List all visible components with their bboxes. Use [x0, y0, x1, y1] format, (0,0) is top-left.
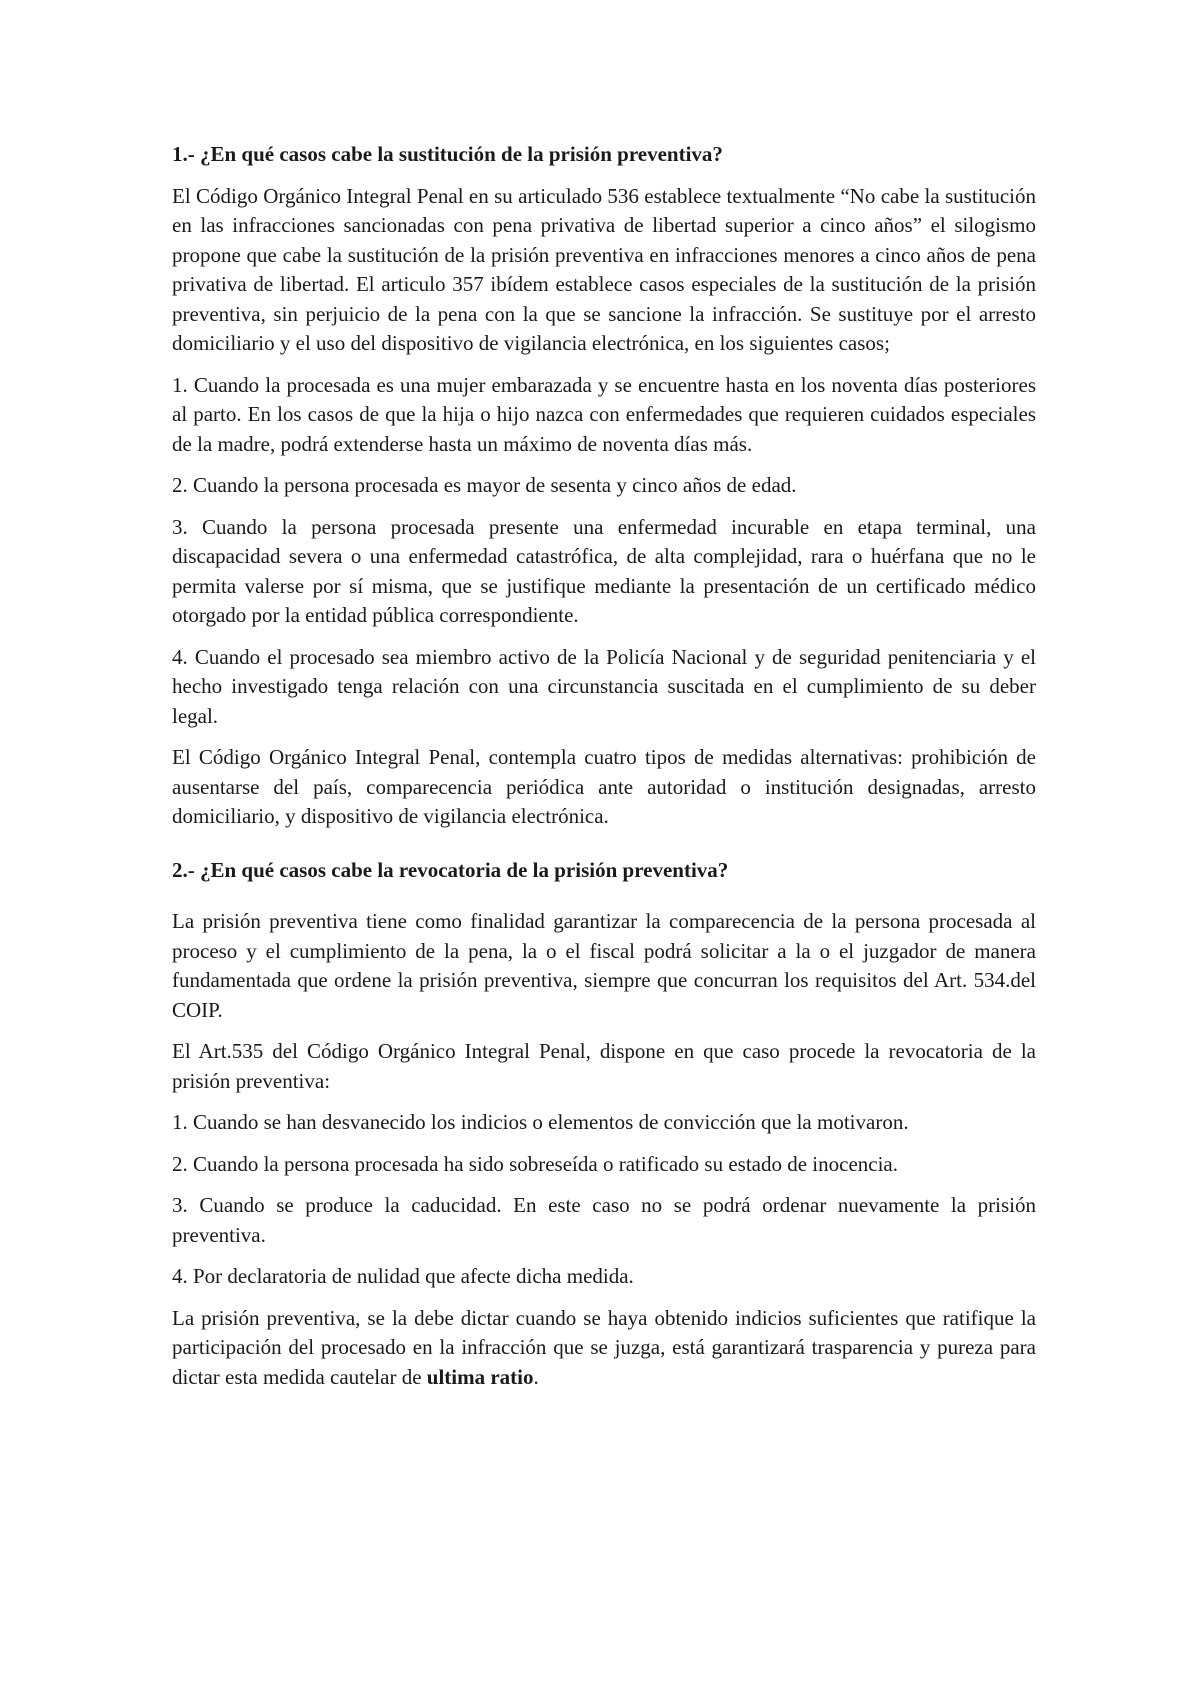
section-1-paragraph: El Código Orgánico Integral Penal, contempla cuatro tipos de medidas alternativas: prohibición de ausentarse del país, comparecencia periódica ante autoridad o institución designadas, arresto domiciliario, y dispositivo de vigilancia electrónica. [172, 745, 1036, 828]
section-2-list-item: 4. Por declaratoria de nulidad que afecte dicha medida. [172, 1264, 634, 1288]
section-2-heading: 2.- ¿En qué casos cabe la revocatoria de la prisión preventiva? [172, 857, 729, 882]
closing-emphasis: ultima ratio [426, 1364, 534, 1389]
section-2-list-item: 2. Cuando la persona procesada ha sido sobreseída o ratificado su estado de inocencia. [172, 1151, 898, 1176]
section-2-paragraph: La prisión preventiva tiene como finalidad garantizar la comparecencia de la persona procesada al proceso y el cumplimiento de la pena, la o el fiscal podrá solicitar a la o el juzgador de manera fundamentada que ordene la prisión preventiva, siempre que concurran los requisitos del Art. 534.del COIP. [172, 909, 1036, 1022]
document-page [172, 140, 1036, 1404]
section-2-closing-paragraph [172, 1304, 1036, 1393]
section-1-heading: 1.- ¿En qué casos cabe la sustitución de la prisión preventiva? [172, 142, 723, 166]
section-2-list-item: 1. Cuando se han desvanecido los indicios o elementos de convicción que la motivaron. [172, 1110, 909, 1134]
section-1-list-item: 1. Cuando la procesada es una mujer embarazada y se encuentre hasta en los noventa días posteriores al parto. En los casos de que la hija o hijo nazca con enfermedades que requieren cuidados especiales de la madre, podrá extenderse hasta un máximo de noventa días más. [172, 372, 1036, 456]
section-2-list-item: 3. Cuando se produce la caducidad. En este caso no se podrá ordenar nuevamente la prisión preventiva. [172, 1193, 1036, 1247]
section-1-list-item: 4. Cuando el procesado sea miembro activo de la Policía Nacional y de seguridad penitenciaria y el hecho investigado tenga relación con una circunstancia suscitada en el cumplimiento de su deber legal. [172, 644, 1036, 728]
section-1-list-item: 3. Cuando la persona procesada presente una enfermedad incurable en etapa terminal, una discapacidad severa o una enfermedad catastrófica, de alta complejidad, rara o huérfana que no le permita valerse por sí misma, que se justifique mediante la presentación de un certificado médico otorgado por la entidad pública correspondiente. [172, 514, 1036, 627]
section-1-list-item: 2. Cuando la persona procesada es mayor de sesenta y cinco años de edad. [172, 473, 797, 497]
section-2-paragraph: El Art.535 del Código Orgánico Integral Penal, dispone en que caso procede la revocatoria de la prisión preventiva: [172, 1039, 1036, 1093]
closing-period: . [533, 1364, 539, 1389]
section-1-paragraph: El Código Orgánico Integral Penal en su articulado 536 establece textualmente “No cabe la sustitución en las infracciones sancionadas con pena privativa de libertad superior a cinco años” el silogismo propone que cabe la sustitución de la prisión preventiva en infracciones menores a cinco años de pena privativa de libertad. El articulo 357 ibídem establece casos especiales de la sustitución de la prisión preventiva, sin perjuicio de la pena con la que se sancione la infracción. Se sustituye por el arresto domiciliario y el uso del dispositivo de vigilancia electrónica, en los siguientes casos; [172, 183, 1036, 355]
closing-text: La prisión preventiva, se la debe dictar cuando se haya obtenido indicios suficientes que ratifique la participación del procesado en la infracción que se juzga, está garantizará trasparencia y pureza para dictar esta medida cautelar de [172, 1305, 1036, 1389]
